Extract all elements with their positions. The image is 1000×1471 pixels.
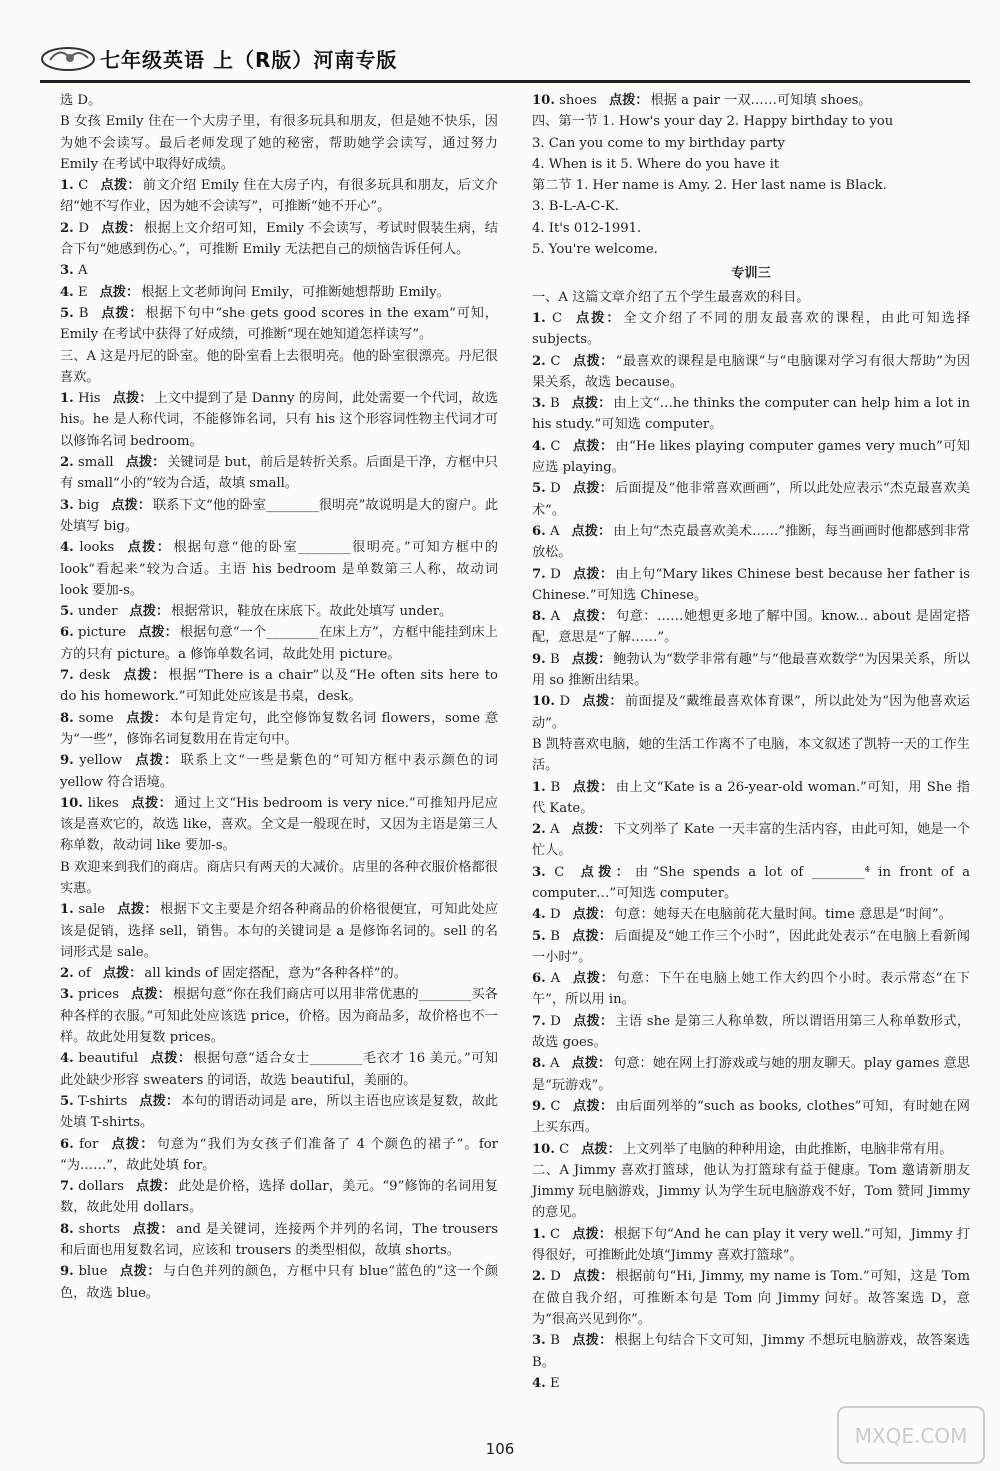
item-answer: B [550,779,561,795]
answer-item [60,793,498,857]
item-answer: His [78,391,101,407]
answer-item [60,537,498,601]
item-number: 5. [60,604,74,620]
tip-label: 点拨： [119,1264,162,1280]
tip-label: 点拨： [582,694,623,710]
answer-item [60,708,498,751]
item-number: 2. [532,353,546,369]
header-title: 七年级英语 上（R版）河南专版 [100,48,398,72]
item-text: 根据句意“他的卧室________很明亮。”可知方框中的 look“看起来”较为合适。主语 his bedroom 是单数第三人称，故动词 look 要加-s。 [60,540,498,598]
item-answer: A [77,263,88,279]
item-answer: D [550,1013,561,1029]
answer-item [60,1219,498,1262]
answer-item [60,963,498,984]
item-text: 根据句意“你在我们商店可以用非常优惠的________买各种各样的衣服。”可知此处应该选 price，价格。因为商品多，故价格也不一样。故此处用复数 prices。 [60,987,498,1046]
answer-item [60,1261,498,1304]
text-paragraph [532,734,970,777]
item-text: B 欢迎来到我们的商店。商店只有两天的大减价。店里的各种衣服价格都很实惠。 [60,859,498,896]
item-text: 主语 she 是第三人称单数，所以谓语用第三人称单数形式，故选 goes。 [532,1013,971,1051]
item-answer: D [550,481,561,497]
item-text: 根据下句中“she gets good scores in the exam”可知，Emily 在考试中获得了好成绩，可推断“现在她知道怎样读写”。 [60,305,498,343]
item-text: 此处是价格，选择 dollar，美元。“9”修饰的名词用复数，故此处用 dollars。 [60,1179,498,1216]
item-text: 句意：……她想更多地了解中国。know... about 是固定搭配，意思是“了解……”。 [532,609,970,646]
tip-label: 点拨： [129,604,170,620]
item-text: 由后面列举的“such as books, clothes”可知，有时她在网上买东西。 [532,1098,970,1136]
item-number: 4. [532,907,546,923]
item-number: 3. [60,263,74,279]
item-number: 2. [532,1269,546,1285]
answer-item [60,984,498,1048]
text-paragraph [532,1160,970,1224]
item-answer: looks [79,540,115,556]
item-number: 3. [532,864,546,880]
item-number: 5. [60,305,74,321]
item-number: 2. [60,455,74,471]
answer-item [532,90,970,111]
item-answer: likes [87,795,119,811]
page-number: 106 [485,1440,515,1458]
item-number: 6. [532,971,546,987]
item-number: 6. [60,625,74,641]
text-paragraph [532,218,970,239]
item-text: 前面提及“戴维最喜欢体育课”，所以此处为“因为他喜欢运动”。 [532,694,970,731]
item-answer: yellow [79,753,123,769]
item-text: 根据上文老师询问 Emily，可推断她想帮助 Emily。 [141,284,450,300]
answer-item [532,926,970,969]
answer-item [532,606,970,649]
item-number: 2. [60,966,74,982]
answer-item [532,521,970,564]
item-number: 2. [532,822,546,838]
answer-item [532,308,970,351]
answer-item [532,1096,970,1139]
tip-label: 点拨： [112,391,153,407]
tip-label: 点拨： [574,310,622,326]
item-text: 根据 a pair 一双……可知填 shoes。 [650,93,872,108]
tip-label: 点拨： [150,1051,192,1067]
item-answer: C [550,353,561,369]
item-answer: A [550,523,560,539]
item-answer: A [550,971,561,987]
answer-item [532,1139,970,1160]
item-answer: T-shirts [78,1093,128,1109]
tip-label: 点拨： [102,966,143,982]
item-text: 上文中提到了是 Danny 的房间，此处需要一个代词，故选 his。he 是人称代词，不能修饰名词，只有 his 这个形容词性物主代词才可以修饰名词 bedroom。 [60,391,498,449]
item-text: 4. It's 012-1991. [532,220,642,236]
item-answer: under [77,604,118,620]
answer-item [532,351,970,394]
tip-label: 点拨： [572,481,614,497]
tip-label: 点拨： [138,625,178,641]
answer-item [532,478,970,521]
text-paragraph [60,857,498,900]
item-number: 2. [60,220,74,236]
item-text: 3. Can you come to my birthday party [532,135,785,151]
item-number: 10. [532,694,555,710]
text-paragraph [532,133,970,154]
answer-item [60,622,498,665]
item-number: 5. [532,928,546,944]
item-answer: C [550,1098,561,1114]
item-answer: C [554,864,565,880]
tip-label: 点拨： [125,710,168,726]
answer-item [532,649,970,692]
item-number: 5. [532,481,546,497]
answer-item [532,436,970,479]
text-paragraph [60,111,498,175]
tip-label: 点拨： [608,93,649,108]
item-number: 8. [60,1221,74,1237]
answer-item [60,1134,498,1177]
text-paragraph [532,154,970,175]
tip-label: 点拨： [572,971,615,987]
tip-label: 点拨： [100,220,142,236]
text-paragraph [60,346,498,389]
item-text: 4. When is it 5. Where do you have it [532,156,780,172]
item-answer: beautiful [78,1051,139,1067]
answer-item [60,303,498,346]
item-text: 句意：她在网上打游戏或与她的朋友聊天。play games 意思是“玩游戏”。 [532,1056,970,1093]
tip-label: 点拨： [572,353,614,369]
item-text: 一、A 这篇文章介绍了五个学生最喜欢的科目。 [532,289,810,305]
item-number: 10. [60,795,83,811]
item-text: 根据下文主要是介绍各种商品的价格很便宜，可知此处应该是促销，选择 sell，销售。本句的关键词是 a 是修饰名词的。sell 的名词形式是 sale。 [60,902,499,960]
tip-label: 点拨： [572,1098,614,1114]
item-text: 3. B-L-A-C-K. [532,199,619,215]
answer-item [532,1266,970,1330]
item-answer: E [77,284,88,300]
item-text: 根据句意“适合女士________毛衣才 16 美元。”可知此处缺少形容 sweaters 的词语，故选 beautiful，美丽的。 [60,1051,498,1088]
tip-label: 点拨： [576,864,634,880]
item-text: 由上文“…he thinks the computer can help him a lot in his study.”可知选 computer。 [532,396,970,433]
item-answer: B [549,651,560,667]
tip-label: 点拨： [110,1136,155,1152]
item-text: 三、A 这是丹尼的卧室。他的卧室看上去很明亮。他的卧室很漂亮。丹尼很喜欢。 [60,348,498,385]
tip-label: 点拨： [99,284,140,300]
item-number: 1. [60,391,74,407]
item-number: 7. [532,566,546,582]
answer-item [532,1373,970,1394]
header-rule [40,80,970,83]
answer-item [532,393,970,436]
text-paragraph [532,239,970,260]
item-number: 10. [532,1141,555,1157]
section-title: 专训三 [731,266,771,282]
answer-item [60,601,498,622]
answer-item [60,175,498,218]
item-text: 由上句“杰克最喜欢美术……”推断，每当画画时他都感到非常放松。 [532,523,970,561]
answer-item [532,904,970,925]
tip-label: 点拨： [134,753,179,769]
item-answer: for [79,1136,99,1152]
answer-item [60,452,498,495]
tip-label: 点拨： [571,651,612,667]
answer-item [60,282,498,303]
item-text: all kinds of 固定搭配，意为“各种各样”的。 [144,966,407,982]
answer-item [60,665,498,708]
tip-label: 点拨： [116,902,158,918]
tip-label: 点拨： [572,566,614,582]
watermark-text: MXQE.COM [854,1424,968,1448]
item-text: B 凯特喜欢电脑，她的生活工作离不了电脑，本文叙述了凯特一天的工作生活。 [532,736,970,774]
item-answer: A [550,609,561,625]
item-text: 联系上文“一些是紫色的”可知方框中表示颜色的词 yellow 符合语境。 [60,753,498,790]
tip-label: 点拨： [122,668,167,684]
item-answer: dollars [78,1179,124,1195]
tip-label: 点拨： [581,1141,621,1157]
tip-label: 点拨： [571,1333,613,1349]
item-text: 本句是肯定句，此空修饰复数名词 flowers，some 意为“一些”，修饰名词复数用在肯定句中。 [60,710,499,747]
item-answer: D [78,220,89,236]
item-number: 5. [60,1093,74,1109]
left-column [60,90,498,1304]
item-number: 3. [532,396,546,412]
tip-label: 点拨： [100,178,141,194]
text-paragraph [60,90,498,111]
item-answer: A [550,822,560,838]
item-answer: prices [78,987,119,1003]
item-text: 前文介绍 Emily 住在大房子内，有很多玩具和朋友，后文介绍“她不写作业，因为她不会读写”，可推断“她不开心”。 [60,178,498,215]
tip-label: 点拨： [132,1221,175,1237]
item-text: 下文列举了 Kate 一天丰富的生活内容，由此可知，她是一个忙人。 [532,822,970,859]
item-answer: C [78,178,89,194]
item-number: 1. [60,178,74,194]
item-text: 鲍勃认为“数学非常有趣”与“他最喜欢数学”为因果关系，所以用 so 推断出结果。 [532,651,970,689]
answer-item [532,1224,970,1267]
item-number: 4. [60,540,74,556]
answer-item [532,968,970,1011]
item-number: 10. [532,93,555,108]
answer-item [60,388,498,452]
item-number: 9. [60,753,74,769]
item-answer: shorts [78,1221,121,1237]
item-text: 全文介绍了不同的朋友最喜欢的课程，由此可知选择 subjects。 [532,310,971,348]
page-header [40,40,970,80]
item-text: 根据“There is a chair”以及“He often sits here to do his homework.”可知此处应该是书桌，desk。 [60,668,498,705]
item-number: 9. [60,1264,74,1280]
item-text: 选 D。 [60,93,102,108]
item-text: 句意：下午在电脑上她工作大约四个小时。表示常态“在下午”，所以用 in。 [532,971,970,1008]
answer-item [60,495,498,538]
item-text: 句意：她每天在电脑前花大量时间。time 意思是“时间”。 [614,907,952,923]
tip-label: 点拨： [572,1269,614,1285]
item-text: 与白色并列的颜色，方框中只有 blue“蓝色的”这一个颜色，故选 blue。 [60,1264,499,1301]
item-number: 4. [532,438,546,454]
item-answer: shoes [559,93,597,108]
item-answer: B [550,396,560,412]
item-answer: sale [78,902,105,918]
item-answer: some [78,710,114,726]
item-answer: B [550,1333,560,1349]
item-number: 8. [60,710,74,726]
text-paragraph [532,111,970,132]
item-text: 上文列举了电脑的种种用途，由此推断，电脑非常有用。 [622,1141,953,1157]
item-text: 联系下文“他的卧室________很明亮”故说明是大的窗户。此处填写 big。 [60,497,499,534]
item-text: 句意为“我们为女孩子们准备了 4 个颜色的裙子”。for “为……”，故此处填 for。 [60,1136,498,1173]
item-number: 6. [532,523,546,539]
item-text: 本句的谓语动词是 are，所以主语也应该是复数，故此处填 T-shirts。 [60,1093,498,1131]
tip-label: 点拨： [572,1226,612,1242]
tip-label: 点拨： [572,779,614,795]
tip-label: 点拨： [571,822,612,838]
item-number: 7. [60,1179,74,1195]
item-answer: D [550,1269,561,1285]
tip-label: 点拨： [100,305,144,321]
answer-item [532,1330,970,1373]
tip-label: 点拨： [572,1013,614,1029]
item-text: B 女孩 Emily 住在一个大房子里，有很多玩具和朋友，但是她不快乐，因为她不会读写。最后老师发现了她的秘密，帮助她学会读写，通过努力 Emily 在考试中取得好成绩。 [60,114,498,172]
tip-label: 点拨： [111,497,152,513]
item-number: 4. [60,1051,74,1067]
item-number: 9. [532,651,546,667]
item-text: 根据下句“And he can play it very well.”可知，Jimmy 打得很好，可推断此处填“Jimmy 喜欢打篮球”。 [532,1226,970,1264]
item-answer: C [551,310,563,326]
item-text: 根据上文介绍可知，Emily 不会读写，考试时假装生病，结合下句“她感到伤心。”，可推断 Emily 无法把自己的烦恼告诉任何人。 [60,220,498,258]
item-number: 6. [60,1136,74,1152]
item-text: 二、A Jimmy 喜欢打篮球，他认为打篮球有益于健康。Tom 邀请新朋友 Jimmy 玩电脑游戏，Jimmy 认为学生玩电脑游戏不好，Tom 赞同 Jimmy 的意见。 [532,1162,970,1221]
item-answer: A [549,1056,560,1072]
item-number: 8. [532,609,546,625]
tip-label: 点拨： [572,609,614,625]
item-text: 根据上句结合下文可知，Jimmy 不想玩电脑游戏，故答案选 B。 [532,1333,970,1370]
tip-label: 点拨： [571,928,613,944]
answer-item [532,564,970,607]
tip-label: 点拨： [126,540,172,556]
answer-item [60,1091,498,1134]
item-number: 8. [532,1056,546,1072]
item-text: 四、第一节 1. How's your day 2. Happy birthday to you [532,114,894,130]
watermark-logo [836,1405,986,1465]
item-answer: C [550,438,561,454]
item-number: 3. [532,1333,546,1349]
item-number: 7. [60,668,74,684]
item-text: 第二节 1. Her name is Amy. 2. Her last name is Black. [532,178,887,194]
item-answer: E [549,1375,560,1391]
item-number: 4. [60,284,74,300]
text-paragraph [532,175,970,196]
item-text: 后面提及“她工作三个小时”，因此此处表示“在电脑上看新闻一小时”。 [532,928,970,965]
item-answer: D [549,907,561,923]
book-logo-icon [40,42,96,72]
item-answer: B [550,928,560,944]
item-answer: picture [78,625,126,641]
item-answer: of [77,966,91,982]
item-text: “最喜欢的课程是电脑课”与“电脑课对学习有很大帮助”为因果关系，故选 because。 [532,353,971,390]
item-text: 根据前句“Hi, Jimmy, my name is Tom.”可知，这是 Tom 在做自我介绍，可推断本句是 Tom 向 Jimmy 问好。故答案选 D，意为“很高兴见到你”。 [532,1269,970,1327]
item-answer: D [559,694,571,710]
answer-item [60,1048,498,1091]
item-text: and 是关键词，连接两个并列的名词，The trousers 和后面也用复数名词，应该和 trousers 的类型相似，故填 shorts。 [60,1221,498,1259]
item-text: 根据句意“一个________在床上方”，方框中能挂到床上方的只有 picture。a 修饰单数名词，故此处用 picture。 [60,625,498,662]
answer-item [60,1176,498,1219]
item-number: 9. [532,1098,546,1114]
tip-label: 点拨： [571,396,612,412]
item-answer: desk [79,668,111,684]
answer-item [532,862,970,905]
text-paragraph [532,287,970,308]
item-text: 由上句“Mary likes Chinese best because her father is Chinese.”可知选 Chinese。 [532,566,970,603]
answer-item [532,1011,970,1054]
item-text: 由“He likes playing computer games very much”可知应选 playing。 [532,438,970,476]
right-column [532,90,970,1394]
item-text: 5. You're welcome. [532,242,658,258]
item-answer: blue [78,1264,108,1280]
tip-label: 点拨： [130,795,173,811]
item-number: 3. [60,497,74,513]
item-number: 1. [532,310,546,326]
tip-label: 点拨： [139,1093,180,1109]
answer-item [532,1053,970,1096]
item-number: 4. [532,1375,546,1391]
item-number: 1. [532,779,546,795]
tip-label: 点拨： [572,438,614,454]
tip-label: 点拨： [571,523,612,539]
item-text: 由“She spends a lot of ________⁴ in front of a computer…”可知选 computer。 [532,864,970,901]
item-text: 后面提及“他非常喜欢画画”，所以此处应表示“杰克最喜欢美术”。 [532,481,970,518]
item-answer: B [78,305,89,321]
item-number: 1. [532,1226,546,1242]
item-number: 3. [60,987,74,1003]
answer-item [532,819,970,862]
item-text: 通过上文“His bedroom is very nice.”可推知丹尼应该是喜欢它的，故选 like，喜欢。全文是一般现在时，又因为主语是第三人称单数，故动词 like 要加-s。 [60,795,498,854]
answer-item [532,691,970,734]
tip-label: 点拨： [571,1056,612,1072]
item-number: 1. [60,902,74,918]
item-answer: big [78,497,100,513]
tip-label: 点拨： [572,907,613,923]
answer-item [532,777,970,820]
item-answer: C [550,1226,561,1242]
answer-item [60,260,498,281]
answer-item [60,218,498,261]
answer-item [60,750,498,793]
tip-label: 点拨： [125,455,166,471]
tip-label: 点拨： [135,1179,177,1195]
text-paragraph [532,196,970,217]
item-number: 7. [532,1013,546,1029]
item-text: 关键词是 but，前后是转折关系。后面是干净，方框中只有 small“小的”较为合适，故填 small。 [60,455,498,492]
item-text: 由上文“Kate is a 26-year-old woman.”可知，用 She 指代 Kate。 [532,779,970,816]
answer-item [60,899,498,963]
tip-label: 点拨： [130,987,171,1003]
item-text: 根据常识，鞋放在床底下。故此处填写 under。 [171,604,453,620]
item-answer: C [559,1141,570,1157]
item-answer: small [78,455,114,471]
item-answer: D [550,566,561,582]
